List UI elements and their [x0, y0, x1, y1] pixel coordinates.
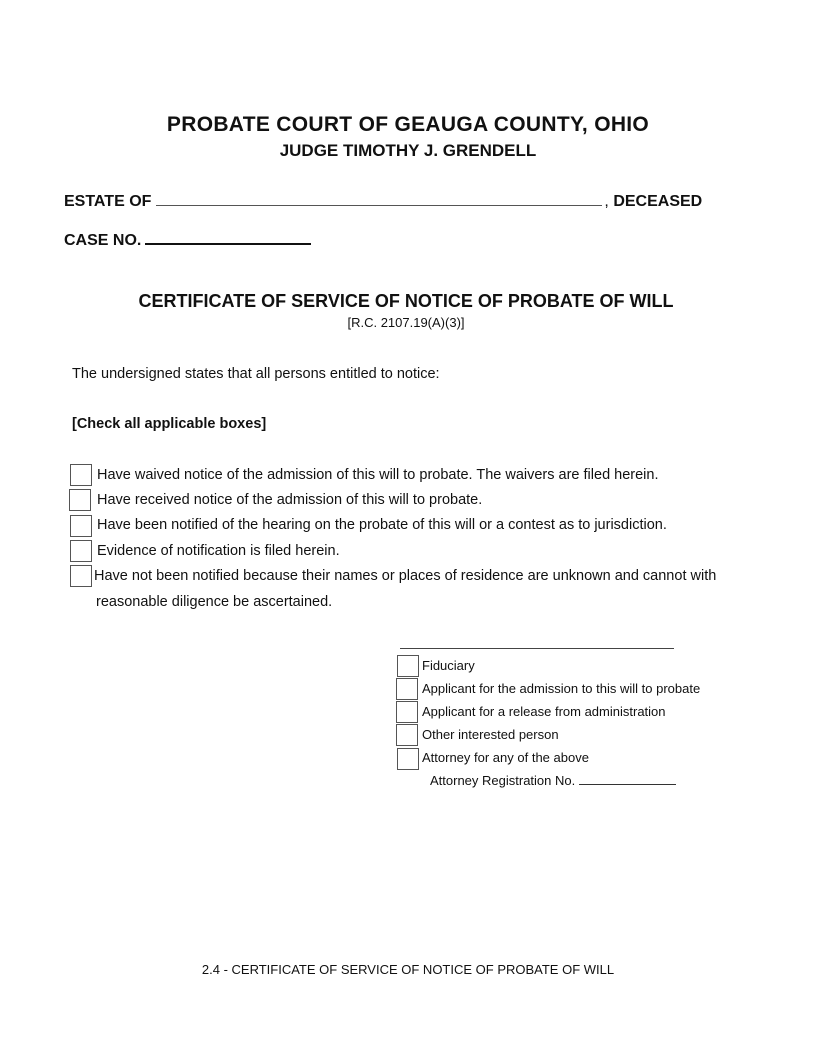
- role-checkbox-attorney[interactable]: [397, 748, 419, 770]
- role-checkbox-applicant-release[interactable]: [396, 701, 418, 723]
- attorney-registration-row: [430, 772, 676, 788]
- notice-option-checkbox-waived[interactable]: [70, 464, 92, 486]
- role-label-attorney: Attorney for any of the above: [422, 750, 589, 765]
- case-number-label: CASE NO.: [64, 232, 142, 249]
- notice-option-checkbox-received[interactable]: [69, 489, 91, 511]
- attorney-registration-field[interactable]: [579, 772, 676, 785]
- notice-option-label-received: Have received notice of the admission of this will to probate.: [97, 492, 483, 508]
- notice-option-label-hearing: Have been notified of the hearing on the probate of this will or a contest as to jurisdiction.: [97, 517, 667, 533]
- court-title: PROBATE COURT OF GEAUGA COUNTY, OHIO: [166, 113, 650, 136]
- notice-option-checkbox-evidence[interactable]: [70, 540, 92, 562]
- case-number-row: [64, 229, 311, 250]
- role-label-other-interested: Other interested person: [422, 727, 559, 742]
- estate-comma: ,: [604, 193, 609, 210]
- attorney-registration-label: Attorney Registration No.: [430, 773, 576, 788]
- notice-option-label-waived: Have waived notice of the admission of this will to probate. The waivers are filed herein.: [97, 467, 659, 483]
- judge-name: JUDGE TIMOTHY J. GRENDELL: [279, 141, 537, 160]
- role-label-fiduciary: Fiduciary: [422, 658, 475, 673]
- role-checkbox-other-interested[interactable]: [396, 724, 418, 746]
- notice-option-checkbox-hearing[interactable]: [70, 515, 92, 537]
- role-label-applicant-release: Applicant for a release from administration: [422, 704, 666, 719]
- notice-option-label-not-notified-continuation: reasonable diligence be ascertained.: [96, 594, 333, 610]
- deceased-label: DECEASED: [613, 193, 703, 210]
- statute-reference: [R.C. 2107.19(A)(3)]: [347, 315, 465, 330]
- intro-statement: The undersigned states that all persons entitled to notice:: [72, 366, 440, 382]
- estate-name-field[interactable]: [156, 191, 602, 206]
- case-number-field[interactable]: [145, 229, 311, 245]
- estate-label: ESTATE OF: [64, 193, 152, 210]
- signature-line[interactable]: [400, 648, 674, 649]
- estate-field-row: [64, 191, 702, 211]
- notice-option-label-not-notified: Have not been notified because their names or places of residence are unknown and cannot with: [94, 568, 717, 584]
- role-checkbox-fiduciary[interactable]: [397, 655, 419, 677]
- check-instruction: [Check all applicable boxes]: [72, 416, 267, 432]
- notice-option-checkbox-not-notified[interactable]: [70, 565, 92, 587]
- role-checkbox-applicant-admission[interactable]: [396, 678, 418, 700]
- form-footer-label: 2.4 - CERTIFICATE OF SERVICE OF NOTICE OF PROBATE OF WILL: [201, 962, 615, 977]
- notice-option-label-evidence: Evidence of notification is filed herein.: [97, 543, 340, 559]
- certificate-title: CERTIFICATE OF SERVICE OF NOTICE OF PROBATE OF WILL: [138, 291, 674, 311]
- role-label-applicant-admission: Applicant for the admission to this will to probate: [422, 681, 701, 696]
